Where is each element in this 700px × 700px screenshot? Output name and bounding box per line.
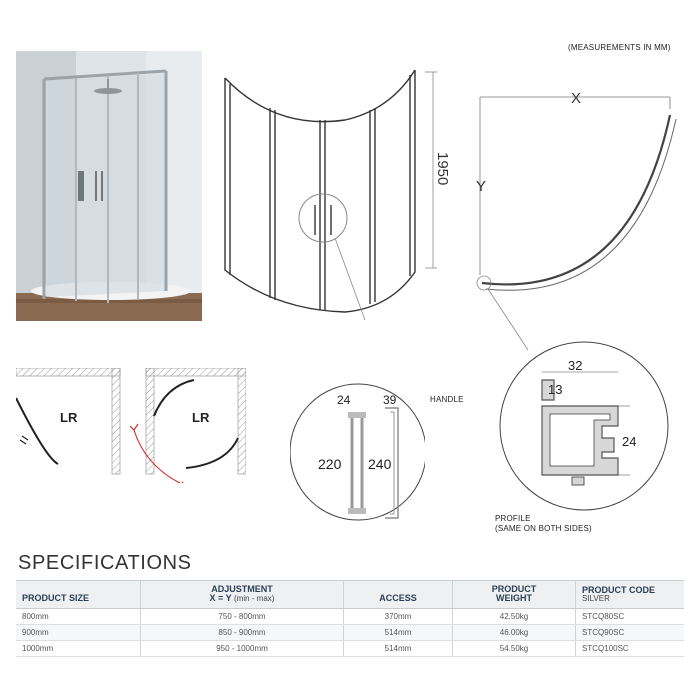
header-product-size: PRODUCT SIZE [16,581,141,609]
header-code-finish: SILVER [582,594,610,604]
header-adjustment-label: ADJUSTMENT [211,584,273,594]
profile-detail [498,340,670,512]
table-row [16,640,684,656]
table-row [16,624,684,640]
handle-dim-outer: 240 [368,456,392,472]
measurement-note: (MEASUREMENTS IN MM) [568,43,671,52]
plan-x-label: X [571,90,582,107]
profile-caption-note: (SAME ON BOTH SIDES) [495,524,592,533]
cell-size: 1000mm [16,640,141,656]
cell-access: 514mm [344,624,453,640]
header-adjustment-formula: X = Y [209,593,232,604]
profile-dim-width: 32 [568,358,583,373]
specifications-table [16,580,684,657]
header-weight-line2: WEIGHT [496,593,532,604]
cell-adjustment: 850 - 900mm [141,624,344,640]
profile-caption: PROFILE [495,514,531,523]
header-weight-line1: PRODUCT [491,584,537,594]
lr-label-left: LR [60,410,78,425]
plan-view-drawing [470,85,690,360]
profile-dim-side: 24 [622,434,637,449]
lr-label-right: LR [192,410,210,425]
handle-detail [290,372,425,532]
handle-dim-width: 24 [337,393,351,407]
cell-code: STCQ100SC [576,640,685,656]
handle-label: HANDLE [430,395,464,404]
handle-dim-depth: 39 [383,393,397,407]
handle-dim-inner: 220 [318,456,342,472]
header-product-weight [453,581,576,609]
cell-access: 514mm [344,640,453,656]
product-photo [16,51,202,321]
cell-code: STCQ80SC [576,608,685,624]
header-adjustment [141,581,344,609]
height-dimension: 1950 [434,152,451,186]
elevation-drawing [215,60,455,330]
cell-adjustment: 950 - 1000mm [141,640,344,656]
header-access: ACCESS [344,581,453,609]
profile-dim-top: 13 [548,382,563,397]
lr-diagrams [16,368,246,483]
header-product-code [576,581,685,609]
cell-access: 370mm [344,608,453,624]
table-header-row [16,581,684,609]
cell-adjustment: 750 - 800mm [141,608,344,624]
cell-code: STCQ90SC [576,624,685,640]
header-adjustment-range: (min - max) [234,594,275,604]
plan-y-label: Y [476,178,487,195]
cell-weight: 42.50kg [453,608,576,624]
specifications-title: SPECIFICATIONS [18,552,192,574]
table-row [16,608,684,624]
cell-weight: 46.00kg [453,624,576,640]
cell-size: 900mm [16,624,141,640]
cell-size: 800mm [16,608,141,624]
cell-weight: 54.50kg [453,640,576,656]
header-code-label: PRODUCT CODE [582,585,656,596]
